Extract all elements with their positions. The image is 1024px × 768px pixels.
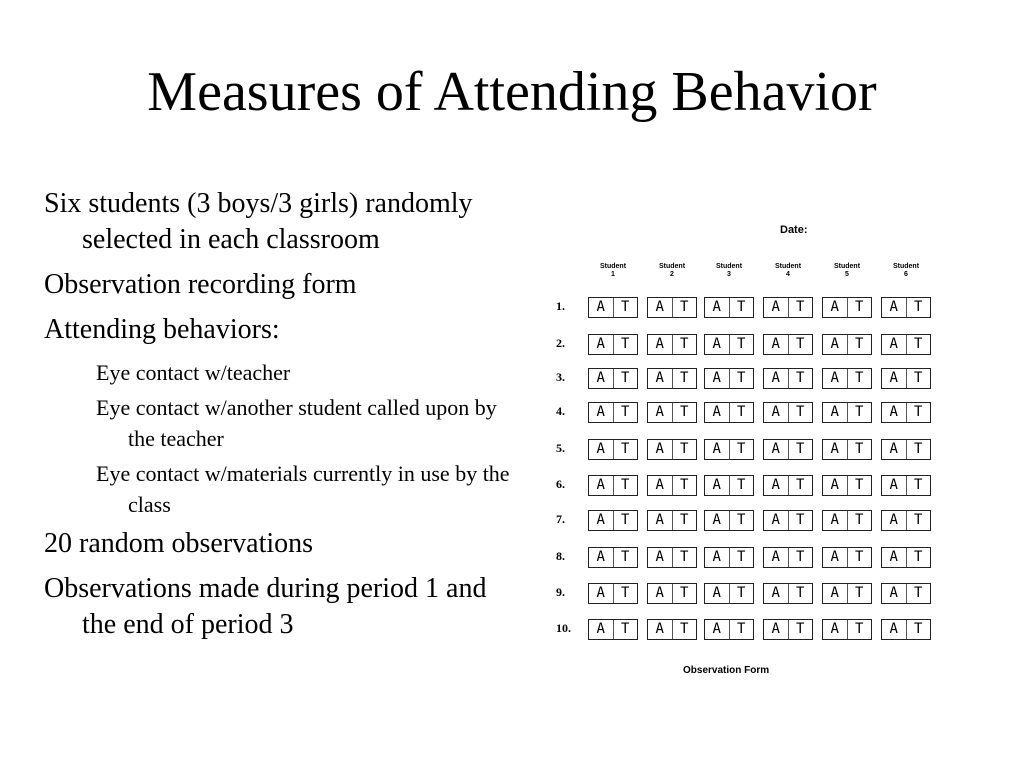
form-cell [822, 402, 872, 423]
form-cell-code: T [672, 298, 697, 317]
form-cell-code: T [788, 335, 813, 354]
form-cell-code: A [596, 549, 605, 565]
form-cell-code: T [788, 298, 813, 317]
form-cell-code: A [889, 585, 898, 601]
form-cell-code: T [672, 440, 697, 459]
form-cell-code: A [830, 549, 839, 565]
form-cell-code: A [596, 585, 605, 601]
form-cell-code: T [788, 584, 813, 603]
form-column-header: Student 6 [892, 263, 920, 278]
form-cell [647, 510, 697, 531]
form-cell-code: A [655, 299, 664, 315]
form-cell [704, 334, 754, 355]
form-cell-code: A [889, 370, 898, 386]
form-cell-code: A [655, 477, 664, 493]
form-cell-code: A [712, 621, 721, 637]
form-cell-code: A [596, 441, 605, 457]
form-cell-code: T [672, 403, 697, 422]
form-cell [647, 547, 697, 568]
form-cell-code: T [672, 476, 697, 495]
form-cell-code: T [847, 403, 872, 422]
form-cell-code: A [655, 404, 664, 420]
form-cell [647, 439, 697, 460]
form-column-header: Student 4 [774, 263, 802, 278]
form-cell-code: A [889, 477, 898, 493]
form-cell-code: T [906, 335, 931, 354]
form-cell-code: T [729, 476, 754, 495]
form-cell [881, 297, 931, 318]
form-cell [881, 439, 931, 460]
form-cell-code: T [847, 298, 872, 317]
form-cell-code: T [788, 369, 813, 388]
form-cell [763, 402, 813, 423]
form-cell [881, 510, 931, 531]
form-cell-code: A [712, 336, 721, 352]
form-cell [763, 368, 813, 389]
form-cell-code: T [906, 548, 931, 567]
bullet-item: Observations made during period 1 and the end of period 3 [44, 573, 487, 640]
form-cell-code: A [771, 585, 780, 601]
form-cell-code: A [771, 370, 780, 386]
sub-bullet-item: Eye contact w/teacher [96, 360, 291, 385]
form-cell [647, 475, 697, 496]
form-cell [763, 475, 813, 496]
form-cell-code: T [613, 335, 638, 354]
form-row-number: 10. [556, 621, 571, 635]
form-cell-code: T [906, 403, 931, 422]
form-cell [588, 475, 638, 496]
form-cell [588, 334, 638, 355]
form-caption: Observation Form [683, 665, 770, 676]
form-cell [588, 583, 638, 604]
form-column-header: Student 2 [658, 263, 686, 278]
form-cell-code: T [788, 548, 813, 567]
form-cell-code: T [847, 548, 872, 567]
form-cell [881, 547, 931, 568]
form-row-number: 1. [556, 299, 565, 313]
form-cell-code: A [889, 299, 898, 315]
form-cell-code: T [672, 335, 697, 354]
form-cell [822, 583, 872, 604]
form-cell-code: A [771, 299, 780, 315]
form-cell-code: A [889, 441, 898, 457]
form-cell-code: T [613, 548, 638, 567]
form-cell-code: T [729, 584, 754, 603]
form-column-header: Student 5 [833, 263, 861, 278]
form-cell-code: A [830, 336, 839, 352]
form-cell [647, 297, 697, 318]
form-cell [704, 510, 754, 531]
form-cell [822, 297, 872, 318]
form-cell-code: A [771, 404, 780, 420]
form-cell-code: A [771, 477, 780, 493]
form-column-header: Student 3 [715, 263, 743, 278]
form-cell [763, 619, 813, 640]
form-cell-code: T [788, 511, 813, 530]
form-cell-code: A [712, 404, 721, 420]
form-cell-code: A [712, 441, 721, 457]
form-cell-code: A [596, 370, 605, 386]
form-cell-code: A [655, 512, 664, 528]
form-cell-code: A [889, 404, 898, 420]
form-cell-code: A [889, 549, 898, 565]
form-cell [704, 297, 754, 318]
form-cell [704, 439, 754, 460]
form-cell-code: T [847, 584, 872, 603]
form-row-number: 4. [556, 404, 565, 418]
form-cell-code: A [596, 336, 605, 352]
form-column-header: Student 1 [599, 263, 627, 278]
form-cell [647, 619, 697, 640]
form-cell [588, 510, 638, 531]
form-cell-code: T [906, 298, 931, 317]
sub-bullet-item: Eye contact w/materials currently in use by the class [96, 461, 510, 517]
bullet-item: Observation recording form [44, 269, 357, 300]
form-cell-code: A [655, 621, 664, 637]
form-cell-code: A [830, 441, 839, 457]
form-cell [704, 547, 754, 568]
form-cell-code: T [672, 620, 697, 639]
form-cell-code: A [830, 370, 839, 386]
form-cell-code: A [712, 477, 721, 493]
form-cell-code: A [655, 336, 664, 352]
form-row-number: 7. [556, 512, 565, 526]
form-row-number: 5. [556, 441, 565, 455]
form-cell [647, 368, 697, 389]
form-row-number: 3. [556, 370, 565, 384]
form-cell-code: A [830, 477, 839, 493]
form-cell [704, 402, 754, 423]
bullet-list [44, 186, 514, 652]
form-cell-code: T [788, 620, 813, 639]
form-cell [704, 583, 754, 604]
form-cell-code: T [672, 369, 697, 388]
form-cell-code: A [712, 370, 721, 386]
form-cell-code: A [596, 299, 605, 315]
form-cell-code: T [613, 440, 638, 459]
form-cell [822, 334, 872, 355]
form-row-number: 9. [556, 585, 565, 599]
form-cell-code: T [906, 476, 931, 495]
form-cell-code: T [613, 403, 638, 422]
form-cell-code: A [596, 512, 605, 528]
bullet-item: 20 random observations [44, 528, 314, 559]
form-cell [881, 368, 931, 389]
form-cell-code: A [596, 404, 605, 420]
form-cell [822, 619, 872, 640]
form-cell [763, 583, 813, 604]
form-cell-code: A [771, 336, 780, 352]
form-cell-code: T [906, 584, 931, 603]
form-row-number: 8. [556, 549, 565, 563]
form-cell-code: A [771, 441, 780, 457]
form-cell-code: T [847, 620, 872, 639]
form-cell [881, 619, 931, 640]
form-cell-code: T [906, 369, 931, 388]
form-cell-code: A [596, 477, 605, 493]
sub-bullet-item: Eye contact w/another student called upon by the teacher [96, 395, 497, 451]
form-cell-code: A [771, 512, 780, 528]
form-cell [881, 402, 931, 423]
form-cell [647, 402, 697, 423]
form-cell [588, 402, 638, 423]
form-cell-code: A [830, 512, 839, 528]
form-cell-code: T [906, 620, 931, 639]
form-cell-code: T [672, 511, 697, 530]
form-cell [881, 583, 931, 604]
form-cell-code: T [729, 440, 754, 459]
form-cell-code: T [729, 369, 754, 388]
form-cell-code: T [613, 298, 638, 317]
form-cell-code: T [847, 476, 872, 495]
form-row-number: 6. [556, 477, 565, 491]
form-cell [881, 334, 931, 355]
form-cell [704, 368, 754, 389]
form-cell-code: T [613, 476, 638, 495]
form-cell-code: T [613, 511, 638, 530]
form-cell-code: T [729, 335, 754, 354]
form-cell [822, 547, 872, 568]
form-cell [588, 439, 638, 460]
bullet-item: Attending behaviors: [44, 314, 280, 345]
form-cell-code: T [788, 440, 813, 459]
form-cell-code: T [613, 369, 638, 388]
form-cell [588, 368, 638, 389]
form-cell-code: A [712, 549, 721, 565]
observation-form-image [548, 212, 923, 692]
form-cell-code: A [889, 621, 898, 637]
form-cell [704, 619, 754, 640]
form-cell [822, 475, 872, 496]
form-cell-code: T [729, 298, 754, 317]
form-cell-code: A [830, 585, 839, 601]
form-cell-code: A [889, 336, 898, 352]
form-cell-code: A [712, 512, 721, 528]
form-cell [763, 510, 813, 531]
form-cell [822, 368, 872, 389]
form-cell-code: A [596, 621, 605, 637]
form-cell-code: T [729, 620, 754, 639]
form-cell [588, 619, 638, 640]
form-cell-code: T [906, 511, 931, 530]
form-cell-code: T [847, 335, 872, 354]
form-cell-code: T [613, 620, 638, 639]
form-cell-code: T [788, 476, 813, 495]
form-cell-code: A [830, 621, 839, 637]
form-cell [822, 439, 872, 460]
form-cell [763, 547, 813, 568]
form-cell-code: T [729, 548, 754, 567]
form-cell [704, 475, 754, 496]
form-cell-code: A [830, 404, 839, 420]
slide-title: Measures of Attending Behavior [147, 61, 877, 123]
form-cell-code: T [847, 369, 872, 388]
form-cell [881, 475, 931, 496]
form-cell [822, 510, 872, 531]
form-cell-code: T [847, 440, 872, 459]
form-cell-code: A [830, 299, 839, 315]
form-cell-code: A [655, 441, 664, 457]
bullet-item: Six students (3 boys/3 girls) randomly selected in each classroom [44, 188, 473, 255]
form-cell [647, 583, 697, 604]
form-cell-code: T [906, 440, 931, 459]
form-cell-code: A [655, 585, 664, 601]
form-cell [763, 439, 813, 460]
form-cell-code: T [672, 584, 697, 603]
form-cell-code: A [655, 549, 664, 565]
form-cell [588, 547, 638, 568]
form-cell [647, 334, 697, 355]
form-row-number: 2. [556, 336, 565, 350]
form-cell [763, 297, 813, 318]
form-cell-code: T [672, 548, 697, 567]
form-cell-code: A [771, 549, 780, 565]
form-cell [763, 334, 813, 355]
form-cell-code: T [613, 584, 638, 603]
form-date-label: Date: [780, 224, 808, 236]
form-cell-code: T [788, 403, 813, 422]
form-cell-code: A [712, 299, 721, 315]
form-cell-code: A [771, 621, 780, 637]
form-cell-code: T [729, 511, 754, 530]
form-cell-code: A [889, 512, 898, 528]
form-cell-code: A [712, 585, 721, 601]
form-cell-code: T [729, 403, 754, 422]
form-cell [588, 297, 638, 318]
form-cell-code: T [847, 511, 872, 530]
form-cell-code: A [655, 370, 664, 386]
